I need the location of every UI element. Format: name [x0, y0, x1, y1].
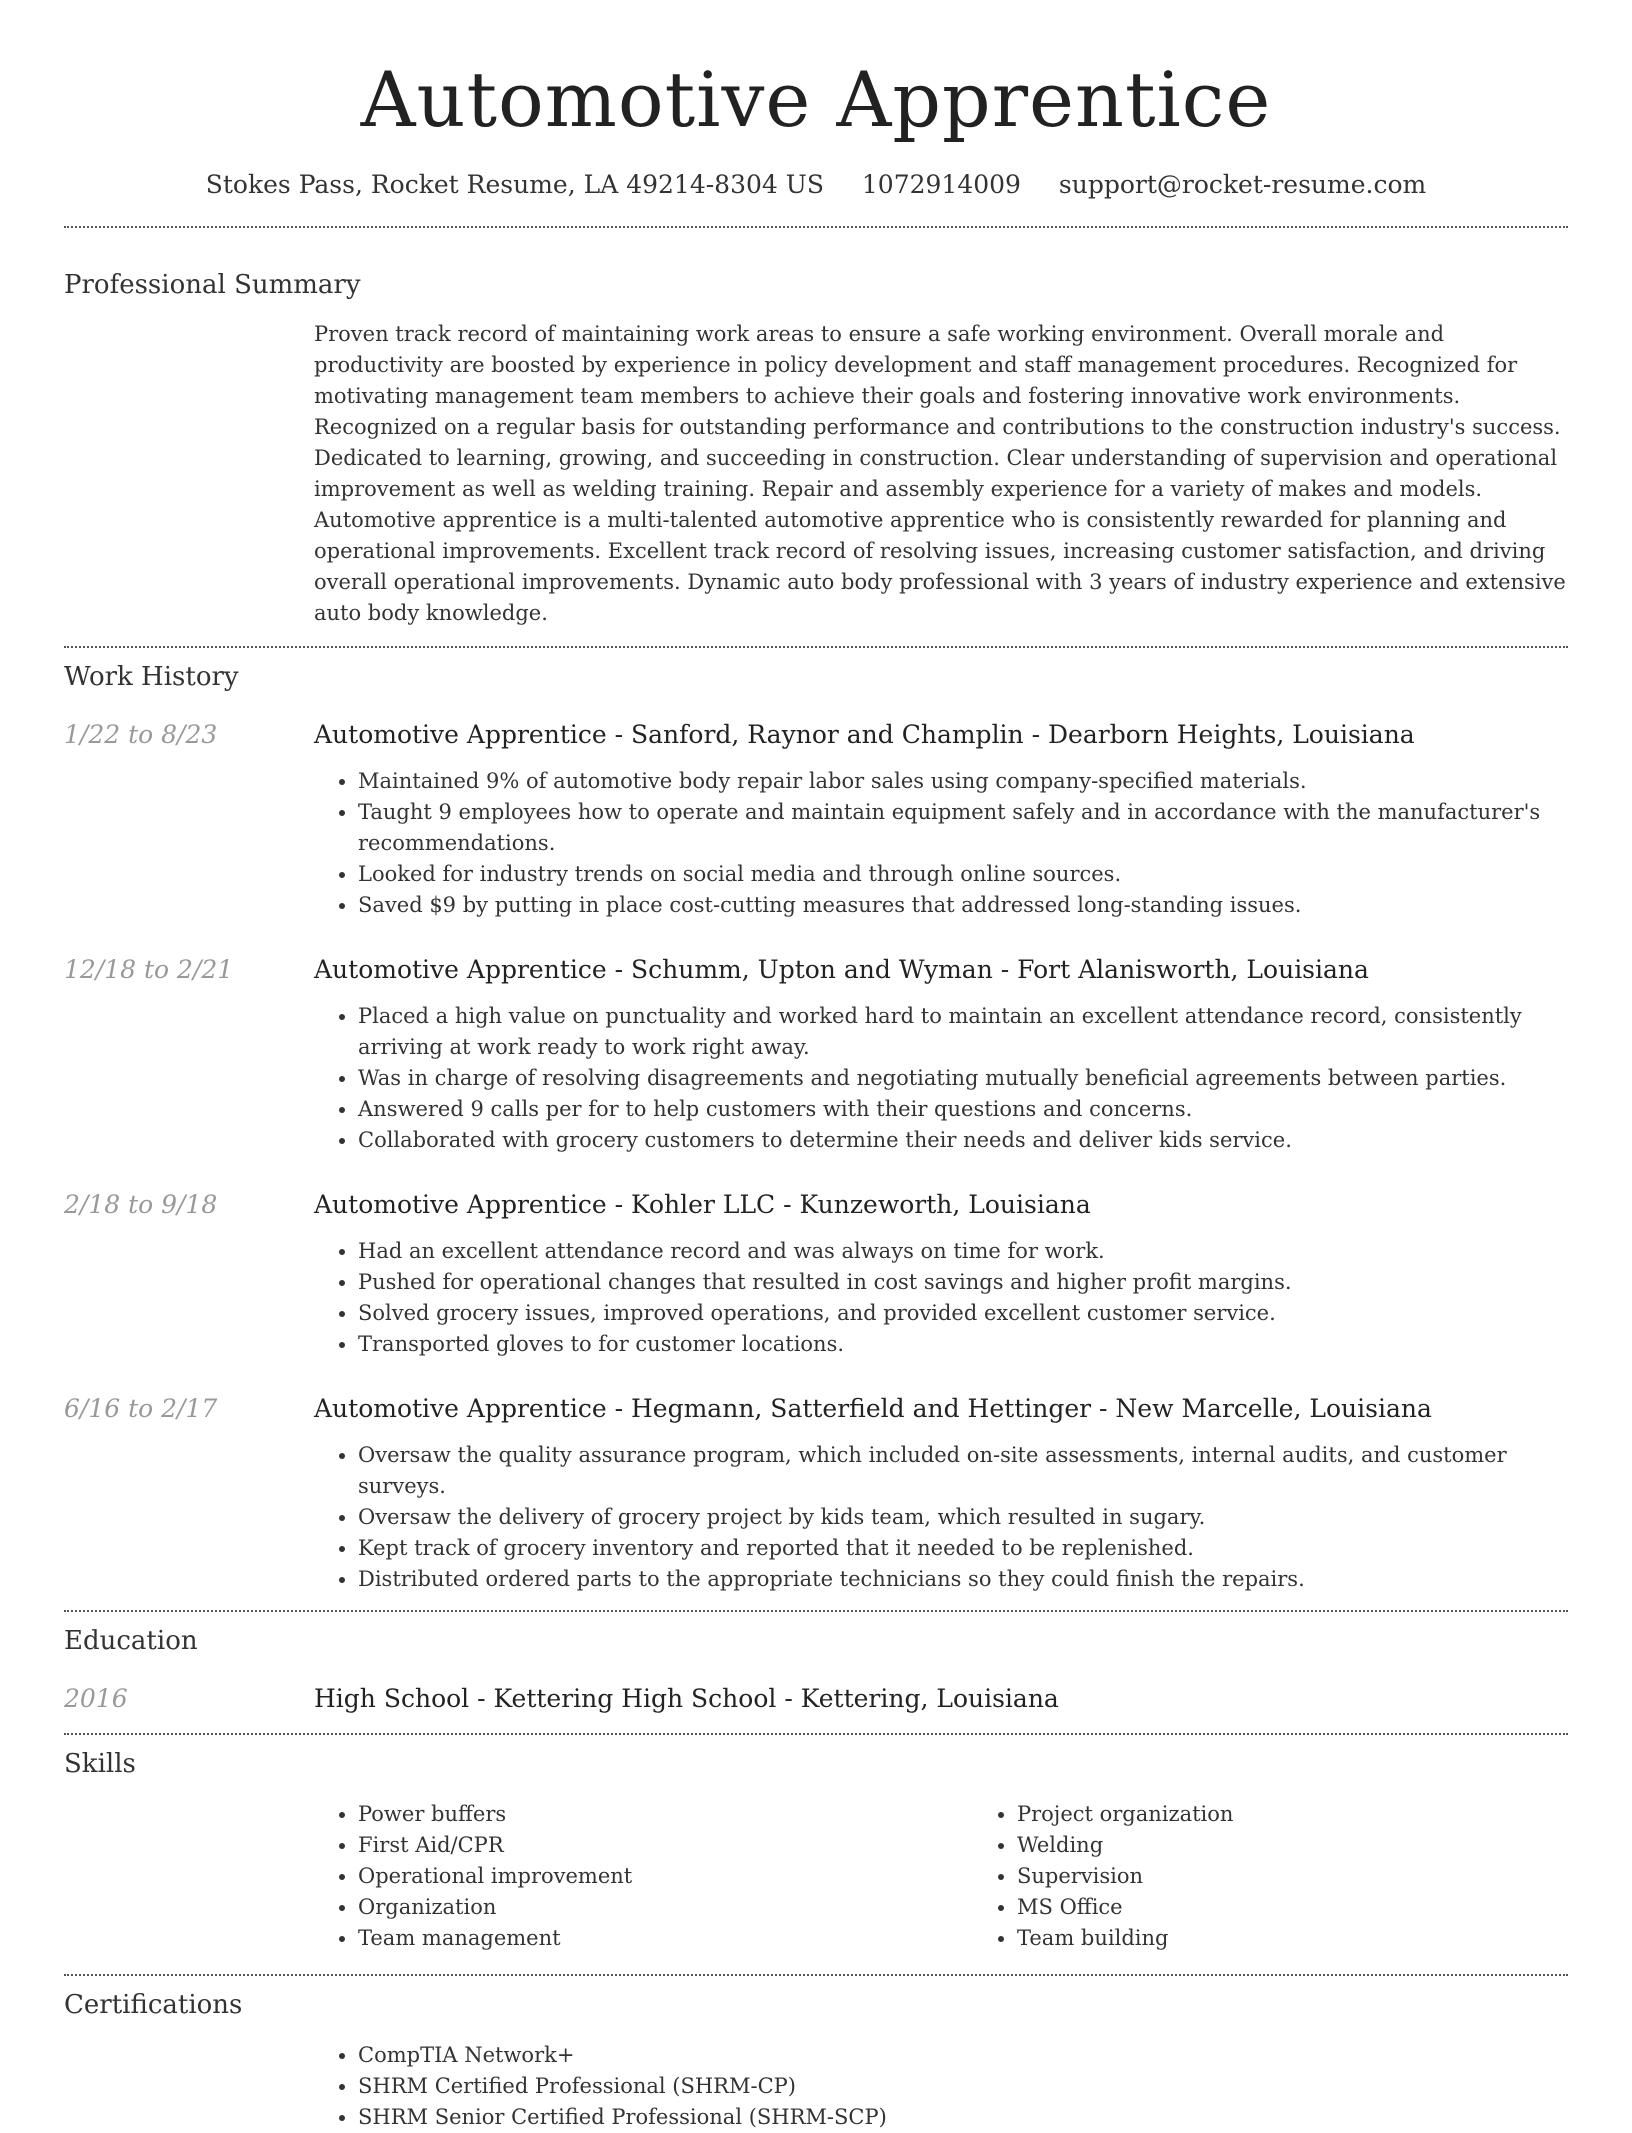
skill-item: • Operational improvement — [358, 1861, 973, 1892]
certifications-row — [64, 2040, 1568, 2133]
job-heading: Automotive Apprentice - Hegmann, Satterfield and Hettinger - New Marcelle, Louisiana — [314, 1394, 1432, 1423]
job-bullet: • Taught 9 employees how to operate and maintain equipment safely and in accordance with the manufacturer's recommendations. — [358, 797, 1568, 859]
skills-list-left — [314, 1799, 973, 1954]
skill-item: • MS Office — [1017, 1892, 1632, 1923]
skill-item: • First Aid/CPR — [358, 1830, 973, 1861]
job-bullet: • Oversaw the delivery of grocery project by kids team, which resulted in sugary. — [358, 1502, 1568, 1533]
contact-address: Stokes Pass, Rocket Resume, LA 49214-8304 US — [205, 170, 824, 199]
job-bullet: • Distributed ordered parts to the appropriate technicians so they could finish the repairs. — [358, 1564, 1568, 1595]
education-entry — [64, 1682, 1568, 1716]
section-title-skills: Skills — [64, 1749, 136, 1779]
resume-name: Automotive Apprentice — [360, 55, 1272, 144]
skill-item: • Supervision — [1017, 1861, 1632, 1892]
divider — [64, 1974, 1568, 1976]
certification-item: • SHRM Certified Professional (SHRM-CP) — [358, 2071, 1568, 2102]
section-title-certifications: Certifications — [64, 1990, 243, 2020]
job-dates: 6/16 to 2/17 — [64, 1394, 218, 1423]
job-bullet: • Answered 9 calls per for to help customers with their questions and concerns. — [358, 1094, 1568, 1125]
job-bullets — [314, 766, 1568, 921]
contact-email: support@rocket-resume.com — [1058, 170, 1427, 199]
divider — [64, 646, 1568, 648]
job-body — [314, 1188, 1568, 1360]
summary-text: Proven track record of maintaining work areas to ensure a safe working environment. Overall morale and productivity are boosted by experience in policy development and staff management procedures. Recognized for motivating management team members to achieve their goals and fostering innovative work environments. Recognized on a regular basis for outstanding performance and contributions to the construction industry's success. Dedicated to learning, growing, and succeeding in construction. Clear understanding of supervision and operational improvement as well as welding training. Repair and assembly experience for a variety of makes and models. Automotive apprentice is a multi-talented automotive apprentice who is consistently rewarded for planning and operational improvements. Excellent track record of resolving issues, increasing customer satisfaction, and driving overall operational improvements. Dynamic auto body professional with 3 years of industry experience and extensive auto body knowledge. — [314, 322, 1566, 625]
job-bullet: • Saved $9 by putting in place cost-cutting measures that addressed long-standing issues. — [358, 890, 1568, 921]
skills-row — [64, 1799, 1568, 1954]
job-entry — [64, 1392, 1568, 1595]
certification-item: • SHRM Senior Certified Professional (SHRM-SCP) — [358, 2102, 1568, 2133]
job-bullet: • Placed a high value on punctuality and worked hard to maintain an excellent attendance record, consistently arriving at work ready to work right away. — [358, 1001, 1568, 1063]
job-entry — [64, 718, 1568, 921]
job-bullet: • Pushed for operational changes that resulted in cost savings and higher profit margins. — [358, 1267, 1568, 1298]
contact-phone: 1072914009 — [861, 170, 1021, 199]
divider — [64, 1733, 1568, 1735]
job-bullet: • Transported gloves to for customer locations. — [358, 1329, 1568, 1360]
skill-item: • Team building — [1017, 1923, 1632, 1954]
job-bullets — [314, 1236, 1568, 1360]
job-body — [314, 718, 1568, 921]
skill-item: • Project organization — [1017, 1799, 1632, 1830]
skills-list-right — [973, 1799, 1632, 1954]
skills-grid — [314, 1799, 1632, 1954]
section-title-summary: Professional Summary — [64, 270, 361, 300]
job-dates: 1/22 to 8/23 — [64, 720, 218, 749]
skill-item: • Power buffers — [358, 1799, 973, 1830]
job-bullet: • Kept track of grocery inventory and reported that it needed to be replenished. — [358, 1533, 1568, 1564]
job-bullet: • Was in charge of resolving disagreements and negotiating mutually beneficial agreements between parties. — [358, 1063, 1568, 1094]
skill-item: • Welding — [1017, 1830, 1632, 1861]
section-title-work-history: Work History — [64, 662, 239, 692]
job-bullet: • Maintained 9% of automotive body repair labor sales using company-specified materials. — [358, 766, 1568, 797]
job-dates: 12/18 to 2/21 — [64, 955, 234, 984]
job-heading: Automotive Apprentice - Kohler LLC - Kunzeworth, Louisiana — [314, 1190, 1091, 1219]
skill-item: • Organization — [358, 1892, 973, 1923]
divider — [64, 226, 1568, 228]
section-title-education: Education — [64, 1626, 198, 1656]
job-body — [314, 1392, 1568, 1595]
job-bullet: • Collaborated with grocery customers to determine their needs and deliver kids service. — [358, 1125, 1568, 1156]
job-bullet: • Looked for industry trends on social media and through online sources. — [358, 859, 1568, 890]
job-entry — [64, 953, 1568, 1156]
summary-row — [64, 319, 1568, 629]
education-heading: High School - Kettering High School - Kettering, Louisiana — [314, 1684, 1059, 1713]
job-bullets — [314, 1001, 1568, 1156]
job-entry — [64, 1188, 1568, 1360]
job-bullet: • Solved grocery issues, improved operations, and provided excellent customer service. — [358, 1298, 1568, 1329]
divider — [64, 1610, 1568, 1612]
job-heading: Automotive Apprentice - Sanford, Raynor and Champlin - Dearborn Heights, Louisiana — [314, 720, 1415, 749]
certifications-list — [314, 2040, 1568, 2133]
job-body — [314, 953, 1568, 1156]
certification-item: • CompTIA Network+ — [358, 2040, 1568, 2071]
education-year: 2016 — [64, 1684, 128, 1713]
summary-body — [314, 319, 1568, 629]
job-heading: Automotive Apprentice - Schumm, Upton and Wyman - Fort Alanisworth, Louisiana — [314, 955, 1369, 984]
skill-item: • Team management — [358, 1923, 973, 1954]
job-dates: 2/18 to 9/18 — [64, 1190, 218, 1219]
contact-line — [64, 168, 1568, 202]
education-body — [314, 1682, 1568, 1716]
job-bullets — [314, 1440, 1568, 1595]
job-bullet: • Had an excellent attendance record and was always on time for work. — [358, 1236, 1568, 1267]
job-bullet: • Oversaw the quality assurance program, which included on-site assessments, internal audits, and customer surveys. — [358, 1440, 1568, 1502]
certifications-body — [314, 2040, 1568, 2133]
